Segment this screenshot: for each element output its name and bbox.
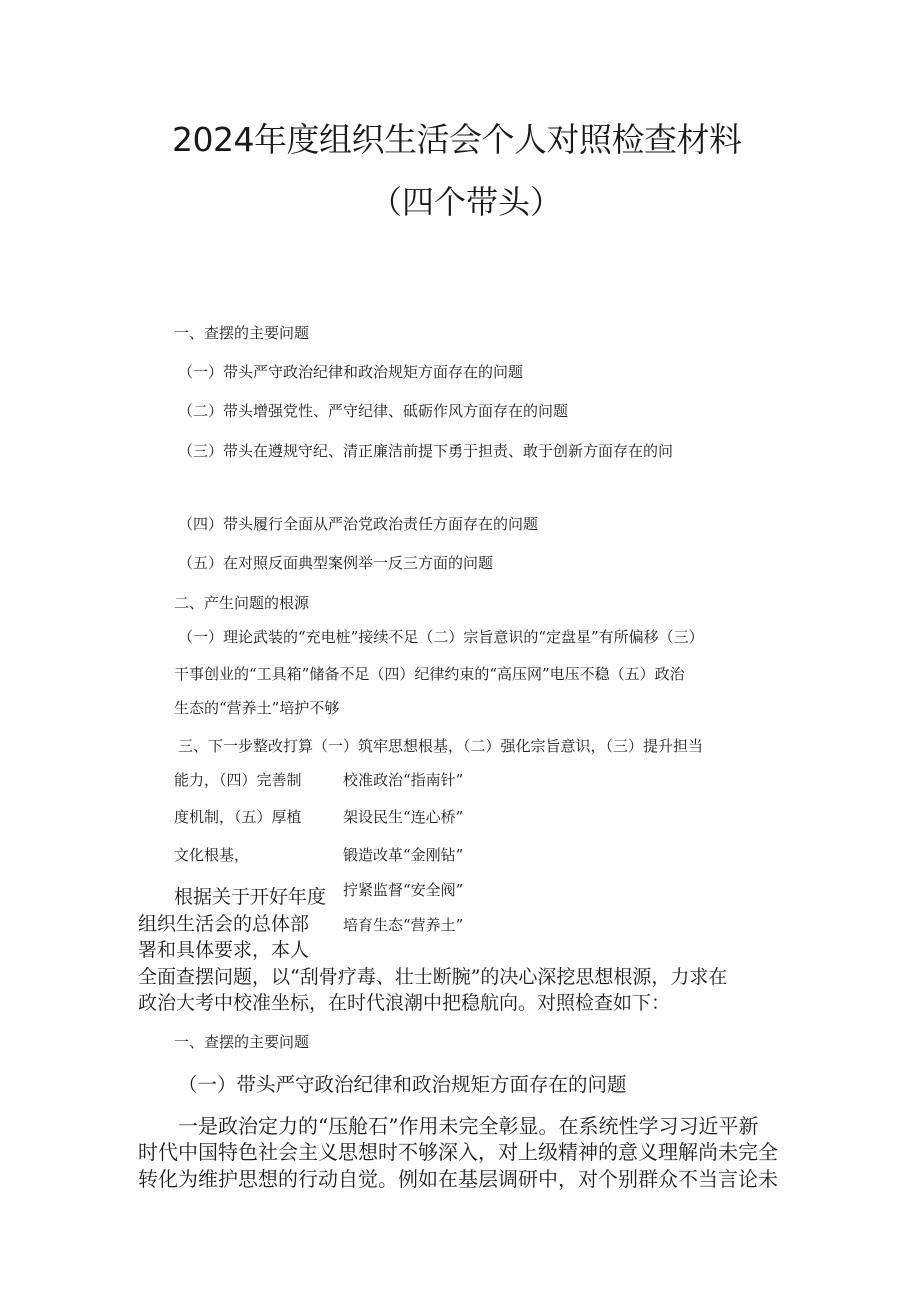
outline-item: （二）带头增强党性、严守纪律、砥砺作风方面存在的问题 <box>178 402 569 420</box>
outline-right-column-line: 架设民生“连心桥” <box>343 808 464 826</box>
body-paragraph-line: 时代中国特色社会主义思想时不够深入，对上级精神的意义理解尚未完全 <box>138 1140 778 1164</box>
outline-right-column-line: 锻造改革“金刚钻” <box>343 846 464 864</box>
outline-item: （三）带头在遵规守纪、清正廉洁前提下勇于担责、敢于创新方面存在的问 <box>178 442 674 460</box>
outline-section-heading: 二、产生问题的根源 <box>174 594 310 612</box>
outline-section-heading: 三、下一步整改打算（一）筑牢思想根基，（二）强化宗旨意识，（三）提升担当 <box>178 737 704 755</box>
outline-left-column-line: 度机制，（五）厚植 <box>174 808 302 826</box>
outline-right-column-line: 拧紧监督“安全阀” <box>343 881 464 899</box>
body-section-heading: 一、查摆的主要问题 <box>174 1033 310 1051</box>
outline-right-column-line: 校准政治“指南针” <box>343 771 464 789</box>
intro-line: 全面查摆问题，以“刮骨疗毒、壮士断腕”的决心深挖思想根源，力求在 <box>138 966 728 988</box>
outline-root-line: （一）理论武装的“充电桩”接续不足（二）宗旨意识的“定盘星”有所偏移（三） <box>178 628 704 646</box>
outline-item: （五）在对照反面典型案例举一反三方面的问题 <box>178 554 494 572</box>
document-subtitle: （四个带头） <box>370 183 563 221</box>
body-subheading: （一）带头严守政治纪律和政治规矩方面存在的问题 <box>178 1073 627 1096</box>
document-title: 2024年度组织生活会个人对照检查材料 <box>172 120 742 159</box>
outline-root-line: 生态的“营养土”培护不够 <box>174 699 340 717</box>
intro-line: 政治大考中校准坐标，在时代浪潮中把稳航向。对照检查如下： <box>138 992 671 1014</box>
outline-root-line: 干事创业的“工具箱”储备不足（四）纪律约束的“高压网”电压不稳（五）政治 <box>174 665 685 683</box>
body-paragraph-line: 转化为维护思想的行动自觉。例如在基层调研中，对个别群众不当言论未 <box>138 1167 778 1191</box>
outline-left-column-line: 能力，（四）完善制 <box>174 771 302 789</box>
body-paragraph-line: 一是政治定力的“压舱石”作用未完全彰显。在系统性学习习近平新 <box>178 1114 759 1138</box>
outline-right-column-line: 培育生态“营养土” <box>343 916 464 934</box>
outline-left-column-line: 文化根基， <box>174 846 250 864</box>
intro-line: 根据关于开好年度 <box>174 886 327 908</box>
outline-item: （四）带头履行全面从严治党政治责任方面存在的问题 <box>178 515 539 533</box>
intro-line: 署和具体要求，本人 <box>138 939 310 961</box>
outline-item: （一）带头严守政治纪律和政治规矩方面存在的问题 <box>178 363 524 381</box>
intro-line: 组织生活会的总体部 <box>138 913 310 935</box>
outline-section-heading: 一、查摆的主要问题 <box>174 324 310 342</box>
